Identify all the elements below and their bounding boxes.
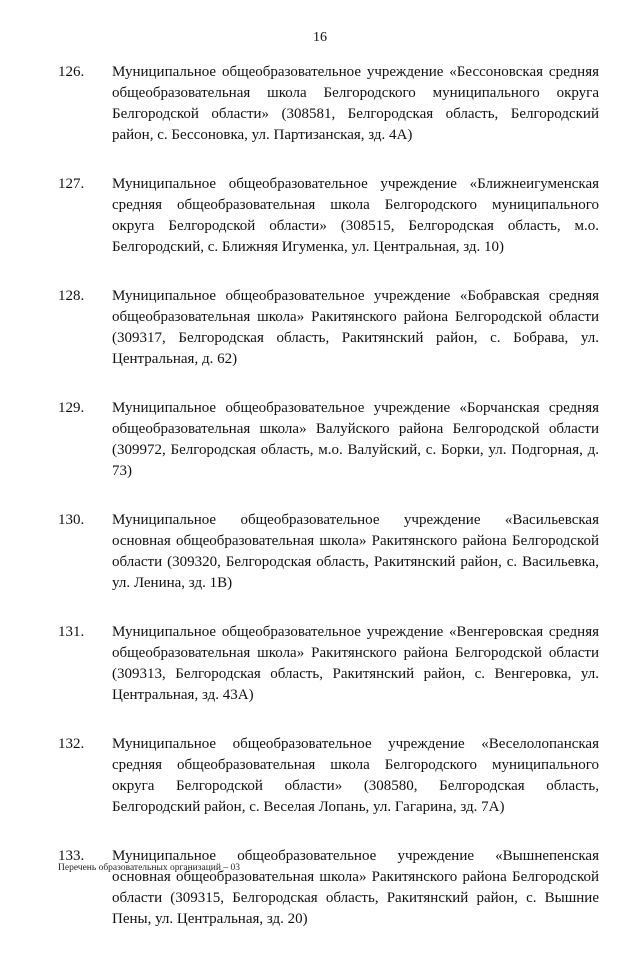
page-number: 16 bbox=[313, 30, 327, 45]
list-item bbox=[0, 174, 640, 258]
list-item bbox=[0, 398, 640, 482]
list-item bbox=[0, 846, 640, 930]
item-number: 130. bbox=[58, 512, 85, 528]
item-text: Муниципальное общеобразовательное учреждение «Бессоновская средняя общеобразовательная школа Белгородского муниципального округа Белгородской области» (308581, Белгородская область, Белгородский район, с. Бессоновка, ул. Партизанская, зд. 4А) bbox=[112, 64, 599, 143]
item-number: 131. bbox=[58, 624, 85, 640]
item-number: 133. bbox=[58, 848, 85, 864]
list-item bbox=[0, 734, 640, 818]
item-text: Муниципальное общеобразовательное учреждение «Бобравская средняя общеобразовательная школа» Ракитянского района Белгородской области (309317, Белгородская область, Ракитянский район, с. Бобрава, ул. Центральная, д. 62) bbox=[112, 288, 599, 367]
list-item bbox=[0, 62, 640, 146]
list-item bbox=[0, 622, 640, 706]
item-text: Муниципальное общеобразовательное учреждение «Веселолопанская средняя общеобразовательная школа Белгородского муниципального округа Белгородской области» (308580, Белгородская область, Белгородский район, с. Веселая Лопань, ул. Гагарина, зд. 7А) bbox=[112, 736, 599, 815]
item-text: Муниципальное общеобразовательное учреждение «Васильевская основная общеобразовательная школа» Ракитянского района Белгородской области (309320, Белгородская область, Ракитянский район, с. Васильевка, ул. Ленина, зд. 1В) bbox=[112, 512, 599, 591]
list-item bbox=[0, 286, 640, 370]
item-number: 126. bbox=[58, 64, 85, 80]
item-number: 128. bbox=[58, 288, 85, 304]
item-text: Муниципальное общеобразовательное учреждение «Ближнеигуменская средняя общеобразовательная школа Белгородского муниципального округа Белгородской области» (308515, Белгородская область, м.о. Белгородский, с. Ближняя Игуменка, ул. Центральная, зд. 10) bbox=[112, 176, 599, 255]
organization-list bbox=[0, 62, 640, 958]
item-number: 127. bbox=[58, 176, 85, 192]
item-number: 129. bbox=[58, 400, 85, 416]
list-item bbox=[0, 510, 640, 594]
item-text: Муниципальное общеобразовательное учреждение «Венгеровская средняя общеобразовательная школа» Ракитянского района Белгородской области (309313, Белгородская область, Ракитянский район, с. Венгеровка, ул. Центральная, зд. 43А) bbox=[112, 624, 599, 703]
page-footer: Перечень образовательных организаций – 03 bbox=[58, 863, 240, 873]
item-text: Муниципальное общеобразовательное учреждение «Борчанская средняя общеобразовательная школа» Валуйского района Белгородской области (309972, Белгородская область, м.о. Валуйский, с. Борки, ул. Подгорная, д. 73) bbox=[112, 400, 599, 479]
item-number: 132. bbox=[58, 736, 85, 752]
item-text: Муниципальное общеобразовательное учреждение «Вышнепенская основная общеобразовательная школа» Ракитянского района Белгородской области (309315, Белгородская область, Ракитянский район, с. Вышние Пены, ул. Центральная, зд. 20) bbox=[112, 848, 599, 927]
